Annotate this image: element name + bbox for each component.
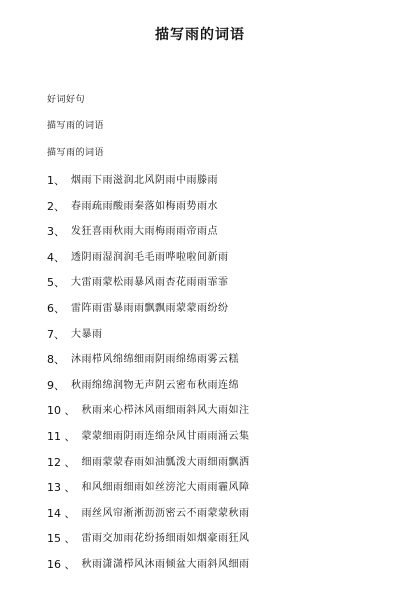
item-number: 15 、 (47, 532, 76, 546)
item-text: 大雷雨蒙松雨暴风雨杏花雨雨霏霏 (71, 277, 229, 289)
item-text: 烟雨下雨滋润北风阴雨中雨滕雨 (71, 175, 218, 186)
list-item (47, 245, 387, 271)
item-text: 雨丝风帘淅淅沥沥密云不雨蒙蒙秋雨 (81, 507, 250, 519)
item-number: 10 、 (47, 404, 76, 418)
list-item (47, 501, 387, 527)
item-number: 12 、 (47, 455, 76, 469)
list-item (47, 168, 387, 194)
item-text: 雷阵雨雷暴雨雨飘飘雨蒙蒙雨纷纷 (71, 302, 229, 314)
list-item (47, 194, 387, 220)
item-text: 大暴雨 (71, 328, 103, 340)
list-item (47, 526, 387, 552)
item-number: 2、 (47, 199, 65, 213)
item-number: 6、 (47, 301, 65, 315)
item-number: 1、 (47, 174, 65, 187)
item-number: 14 、 (47, 506, 76, 520)
item-number: 7、 (47, 327, 65, 341)
list-item (47, 450, 387, 476)
item-text: 沐雨栉风绵绵细雨阴雨绵绵雨雾云糕 (71, 354, 239, 366)
item-text: 春雨疏雨酸雨秦落如梅雨势雨水 (71, 200, 218, 212)
item-number: 5、 (47, 276, 65, 290)
subheading-rain-words-1: 描写雨的词语 (47, 121, 105, 131)
item-text: 秋雨来心栉沐风雨细雨斜风大雨如注 (81, 405, 250, 417)
item-number: 4、 (47, 250, 65, 264)
item-text: 发狂喜雨秋雨大雨梅雨雨帝雨点 (71, 226, 218, 238)
list-item (47, 296, 387, 322)
item-text: 秋雨潇潇栉风沐雨倾盆大雨斜风细雨 (81, 558, 250, 570)
list-item (47, 219, 387, 245)
list-item (47, 270, 387, 296)
page-title: 描写雨的词语 (155, 27, 245, 43)
list-item (47, 398, 387, 424)
item-number: 13 、 (47, 481, 76, 495)
item-number: 3、 (47, 225, 65, 239)
item-text: 蒙蒙细雨阴雨连绵杂风甘雨雨涌云集 (81, 430, 250, 442)
list-item (47, 322, 387, 348)
list-item (47, 347, 387, 373)
item-number: 8、 (47, 353, 65, 367)
item-number: 11 、 (47, 429, 76, 443)
item-text: 透阴雨湿润润毛毛雨哗啦啦间新雨 (71, 251, 229, 263)
subheading-good-words: 好词好句 (47, 95, 86, 105)
item-number: 16 、 (47, 557, 76, 571)
list-item (47, 373, 387, 399)
item-text: 和风细雨细雨如丝滂沱大雨雨霾风障 (81, 482, 250, 494)
item-text: 秋雨绵绵润物无声阴云密布秋雨连绵 (71, 379, 239, 391)
item-text: 雷雨交加雨花纷扬细雨如烟豪雨狂风 (81, 533, 250, 545)
list-item (47, 424, 387, 450)
subheading-rain-words-2: 描写雨的词语 (47, 148, 105, 158)
word-list (47, 168, 387, 578)
item-text: 细雨蒙蒙春雨如油瓢泼大雨细雨飘洒 (81, 456, 250, 468)
list-item (47, 552, 387, 578)
item-number: 9、 (47, 378, 65, 392)
list-item (47, 475, 387, 501)
